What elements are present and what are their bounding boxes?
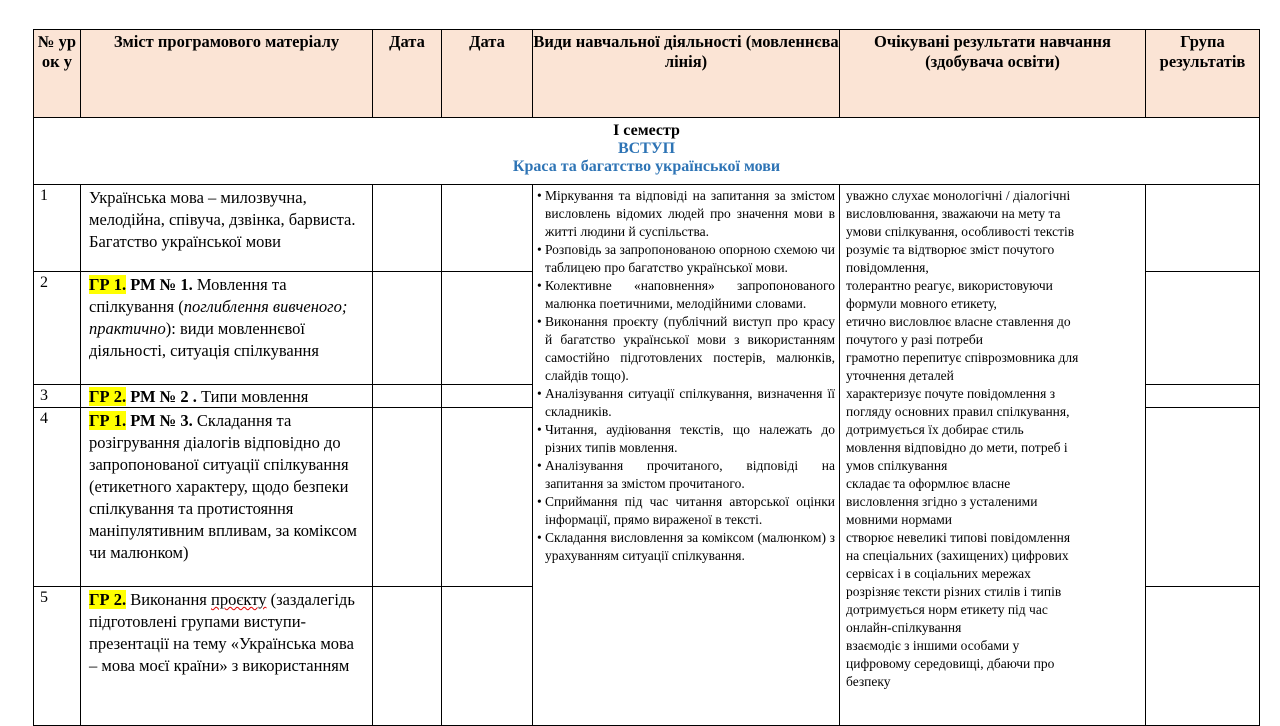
result-line: розуміє та відтворює зміст почутого (846, 242, 1055, 257)
header-results: Очікувані результати навчання (здобувача освіти) (839, 29, 1146, 118)
header-num: № ур ок у (33, 29, 81, 118)
lesson-wavy-word: проєкту (211, 590, 267, 609)
group-cell (1145, 384, 1260, 408)
result-line: погляду основних правил спілкування, (846, 404, 1070, 419)
result-line: дотримується їх добирає стиль (846, 422, 1024, 437)
lesson-number: 1 (33, 184, 81, 272)
header-date1: Дата (372, 29, 442, 118)
result-line: етично висловлює власне ставлення до (846, 314, 1071, 329)
result-line: розрізняє тексти різних стилів і типів (846, 584, 1062, 599)
result-line: формули мовного етикету, (846, 296, 997, 311)
result-line: сервісах і в соціальних мережах (846, 566, 1031, 581)
result-line: цифровому середовищі, дбаючи про (846, 656, 1055, 671)
group-badge: ГР 1. (89, 275, 127, 294)
result-line: дотримується норм етикету під час (846, 602, 1048, 617)
group-cell (1145, 586, 1260, 726)
result-line: складає та оформлює власне (846, 476, 1011, 491)
lesson-text: Типи мовлення (201, 387, 309, 406)
result-line: створює невеликі типові повідомлення (846, 530, 1071, 545)
lesson-text-cont: ): види мовленнєвої діяльності, ситуація спілкування (89, 319, 319, 360)
lesson-number: 5 (33, 586, 81, 726)
activity-item: • Колективне «наповнення» запропонованого малюнка поетичними, мелодійними словами. (537, 277, 835, 313)
result-line: умов спілкування (846, 458, 948, 473)
group-cell (1145, 184, 1260, 272)
group-cell (1145, 271, 1260, 385)
result-line: уточнення деталей (846, 368, 954, 383)
result-line: висловлювання, зважаючи на мету та (846, 206, 1061, 221)
activity-item: • Складання висловлення за коміксом (малюнком) з урахуванням ситуації спілкування. (537, 529, 835, 565)
activity-item: • Розповідь за запропонованою опорною схемою чи таблицею про багатство української мови. (537, 241, 835, 277)
header-activities: Види навчальної діяльності (мовленнєва лінія) (532, 29, 840, 118)
topic-title: Краса та багатство української мови (512, 158, 781, 175)
result-line: почутого у разі потреби (846, 332, 983, 347)
intro-title: ВСТУП (617, 140, 676, 157)
result-line: повідомлення, (846, 260, 929, 275)
lesson-text: Складання та розігрування діалогів відповідно до запропонованої ситуації спілкування (етикетного характеру, щодо безпеки спілкування та протистояння маніпулятивним впливам, за коміксом чи малюнком) (89, 411, 357, 562)
lesson-text: Виконання (130, 590, 207, 609)
lesson-content (80, 407, 373, 587)
activities-cell (532, 184, 840, 726)
rm-label: РМ № 3. (130, 411, 193, 430)
result-line: характеризує почуте повідомлення з (846, 386, 1056, 401)
date-cell (372, 184, 442, 272)
result-line: онлайн-спілкування (846, 620, 962, 635)
activity-item: • Сприймання під час читання авторської оцінки інформації, прямо вираженої в тексті. (537, 493, 835, 529)
result-line: грамотно перепитує співрозмовника для (846, 350, 1079, 365)
date-cell (441, 384, 533, 408)
result-line: умови спілкування, особливості текстів (846, 224, 1075, 239)
lesson-content (80, 384, 373, 408)
date-cell (372, 407, 442, 587)
result-line: висловлення згідно з усталеними (846, 494, 1038, 509)
result-line: мовлення відповідно до мети, потреб і (846, 440, 1068, 455)
date-cell (372, 271, 442, 385)
lesson-content (80, 271, 373, 385)
lesson-content (80, 586, 373, 726)
group-badge: ГР 2. (89, 387, 127, 406)
result-line: мовними нормами (846, 512, 952, 527)
date-cell (441, 184, 533, 272)
activity-item: • Аналізування прочитаного, відповіді на запитання за змістом прочитаного. (537, 457, 835, 493)
activity-item: • Читання, аудіювання текстів, що належать до різних типів мовлення. (537, 421, 835, 457)
lesson-text-cont: (заздалегідь підготовлені групами виступи-презентації на тему «Українська мова – мова моєї країни» з використанням (89, 590, 355, 675)
rm-label: РМ № 2 . (130, 387, 197, 406)
lesson-text: Мовлення та спілкування ( (89, 275, 287, 316)
group-badge: ГР 2. (89, 590, 127, 609)
result-line: уважно слухає монологічні / діалогічні (846, 188, 1071, 203)
date-cell (441, 586, 533, 726)
activity-item: • Виконання проєкту (публічний виступ про красу й багатство української мови з використанням самостійно підготовлених постерів, малюнків, слайдів тощо). (537, 313, 835, 385)
rm-label: РМ № 1. (130, 275, 193, 294)
header-date2: Дата (441, 29, 533, 118)
lesson-italic: поглиблення вивченого; практично (89, 297, 348, 338)
group-cell (1145, 407, 1260, 587)
lesson-number: 3 (33, 384, 81, 408)
date-cell (441, 271, 533, 385)
group-badge: ГР 1. (89, 411, 127, 430)
header-group: Група результатів (1145, 29, 1260, 118)
date-cell (372, 384, 442, 408)
semester-title: І семестр (613, 122, 680, 139)
section-header (33, 117, 1260, 185)
lesson-content: Українська мова – милозвучна, мелодійна, співуча, дзвінка, барвиста. Багатство української мови (80, 184, 373, 272)
lesson-number: 2 (33, 271, 81, 385)
date-cell (441, 407, 533, 587)
header-content: Зміст програмового матеріалу (80, 29, 373, 118)
date-cell (372, 586, 442, 726)
result-line: толерантно реагує, використовуючи (846, 278, 1053, 293)
activity-item: • Міркування та відповіді на запитання за змістом висловлень відомих людей про значення мови в житті людини й суспільства. (537, 187, 835, 241)
activity-item: • Аналізування ситуації спілкування, визначення її складників. (537, 385, 835, 421)
result-line: взаємодіє з іншими особами у (846, 638, 1020, 653)
result-line: на спеціальних (захищених) цифрових (846, 548, 1069, 563)
results-cell (839, 184, 1146, 726)
lesson-number: 4 (33, 407, 81, 587)
result-line: безпеку (846, 674, 891, 689)
